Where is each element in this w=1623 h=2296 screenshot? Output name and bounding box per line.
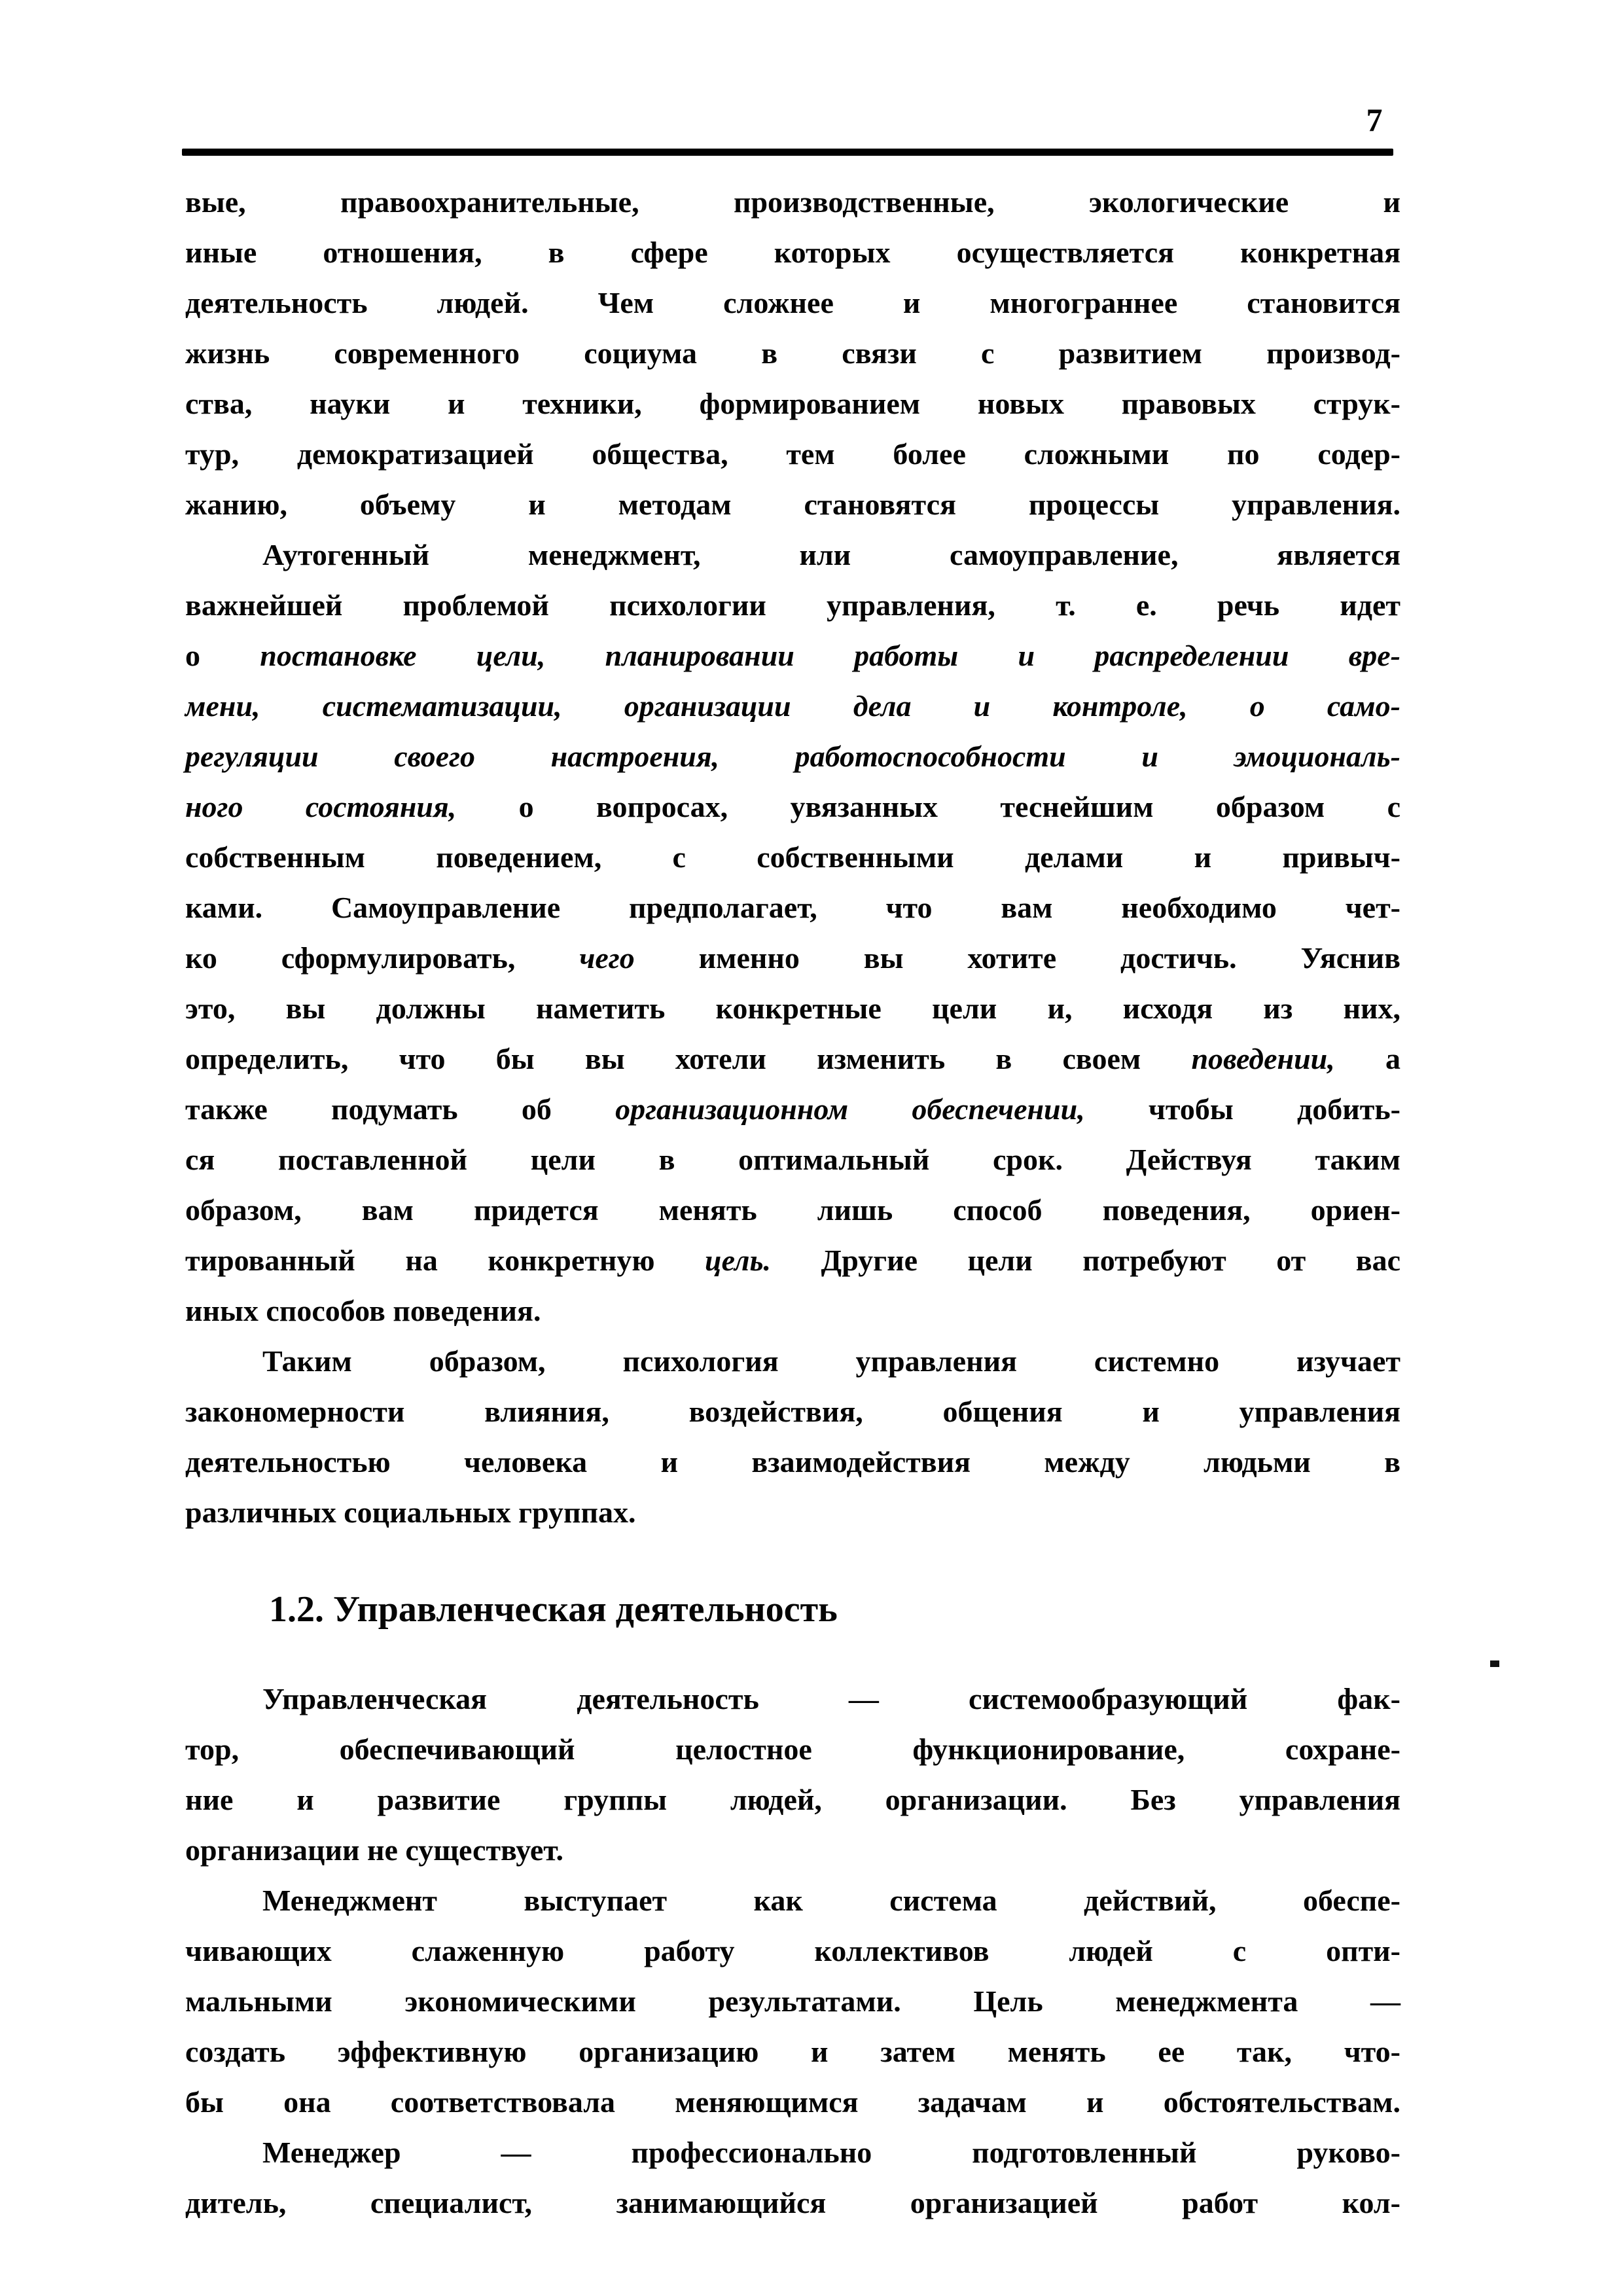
text-segment: тированный на конкретную bbox=[185, 1244, 705, 1277]
text-segment: именно вы хотите достичь. Уяснив bbox=[634, 941, 1400, 975]
text-line bbox=[185, 1134, 1400, 1185]
text-line bbox=[185, 1084, 1400, 1134]
page-number: 7 bbox=[1366, 101, 1383, 138]
text-segment: это, вы должны наметить конкретные цели и, исходя из них, bbox=[185, 992, 1400, 1025]
text-segment: жизнь современного социума в связи с развитием производ- bbox=[185, 336, 1400, 370]
section-heading: 1.2. Управленческая деятельность bbox=[269, 1589, 838, 1630]
text-segment: собственным поведением, с собственными делами и привыч- bbox=[185, 840, 1400, 874]
text-segment: Другие цели потребуют от вас bbox=[771, 1244, 1401, 1277]
text-segment: вые, правоохранительные, производственные, экологические и bbox=[185, 185, 1400, 219]
text-segment: чтобы добить- bbox=[1084, 1092, 1400, 1126]
text-segment: ся поставленной цели в оптимальный срок. Действуя таким bbox=[185, 1143, 1400, 1176]
text-line bbox=[185, 2178, 1400, 2228]
text-segment: дитель, специалист, занимающийся организацией работ кол- bbox=[185, 2186, 1400, 2219]
text-segment: Менеджмент выступает как система действий, обеспе- bbox=[262, 1884, 1400, 1917]
scan-artifact-speck bbox=[1490, 1660, 1499, 1667]
text-line bbox=[185, 1724, 1400, 1774]
text-segment: мальными экономическими результатами. Цель менеджмента — bbox=[185, 1984, 1400, 2018]
text-segment: деятельность людей. Чем сложнее и многограннее становится bbox=[185, 286, 1400, 319]
text-segment: тор, обеспечивающий целостное функционирование, сохране- bbox=[185, 1732, 1400, 1766]
text-line bbox=[185, 429, 1400, 479]
text-segment: о bbox=[185, 639, 260, 672]
text-segment: ства, науки и техники, формированием новых правовых струк- bbox=[185, 387, 1400, 420]
text-line bbox=[185, 1285, 1400, 1336]
text-line bbox=[185, 278, 1400, 328]
text-line bbox=[185, 1976, 1400, 2026]
text-segment: тур, демократизацией общества, тем более сложными по содер- bbox=[185, 437, 1400, 471]
text-line bbox=[185, 1926, 1400, 1976]
text-segment: деятельностью человека и взаимодействия между людьми в bbox=[185, 1445, 1400, 1479]
text-line bbox=[185, 1825, 1400, 1875]
text-line bbox=[185, 731, 1400, 781]
text-line bbox=[185, 529, 1400, 580]
text-segment: ками. Самоуправление предполагает, что вам необходимо чет- bbox=[185, 891, 1400, 924]
text-line bbox=[185, 630, 1400, 681]
text-line bbox=[185, 378, 1400, 429]
text-line bbox=[185, 933, 1400, 983]
text-line bbox=[185, 882, 1400, 933]
italic-text-segment: ного состояния, bbox=[185, 790, 457, 823]
text-line bbox=[185, 681, 1400, 731]
text-segment: о вопросах, увязанных теснейшим образом с bbox=[456, 790, 1400, 823]
text-segment: закономерности влияния, воздействия, общения и управления bbox=[185, 1395, 1400, 1428]
text-segment: Таким образом, психология управления системно изучает bbox=[262, 1344, 1400, 1378]
text-block bbox=[185, 177, 1400, 2228]
text-line bbox=[185, 177, 1400, 227]
text-segment: Аутогенный менеджмент, или самоуправление, является bbox=[262, 538, 1400, 571]
italic-text-segment: чего bbox=[579, 941, 635, 975]
text-segment: иных способов поведения. bbox=[185, 1294, 541, 1327]
text-line bbox=[185, 781, 1400, 832]
text-segment: Менеджер — профессионально подготовленный руково- bbox=[262, 2136, 1400, 2169]
text-segment: различных социальных группах. bbox=[185, 1496, 636, 1529]
text-line bbox=[185, 580, 1400, 630]
italic-text-segment: цель. bbox=[705, 1244, 772, 1277]
text-line bbox=[185, 2077, 1400, 2127]
text-segment: а bbox=[1334, 1042, 1400, 1075]
text-line bbox=[185, 328, 1400, 378]
text-segment: иные отношения, в сфере которых осуществляется конкретная bbox=[185, 236, 1400, 269]
text-line bbox=[185, 1235, 1400, 1285]
text-line bbox=[185, 2127, 1400, 2178]
text-line bbox=[185, 2026, 1400, 2077]
italic-text-segment: поведении, bbox=[1191, 1042, 1335, 1075]
italic-text-segment: организационном обеспечении, bbox=[615, 1092, 1085, 1126]
text-segment: жанию, объему и методам становятся процессы управления. bbox=[185, 488, 1400, 521]
italic-text-segment: постановке цели, планировании работы и распределении вре- bbox=[260, 639, 1400, 672]
italic-text-segment: регуляции своего настроения, работоспособности и эмоциональ- bbox=[185, 740, 1400, 773]
text-segment: организации не существует. bbox=[185, 1833, 563, 1867]
text-line bbox=[185, 479, 1400, 529]
text-line bbox=[185, 1674, 1400, 1724]
text-segment: бы она соответствовала меняющимся задачам и обстоятельствам. bbox=[185, 2085, 1400, 2119]
text-line bbox=[185, 832, 1400, 882]
text-segment: создать эффективную организацию и затем менять ее так, что- bbox=[185, 2035, 1400, 2068]
text-line bbox=[185, 1386, 1400, 1437]
text-line bbox=[185, 1033, 1400, 1084]
text-line bbox=[185, 1185, 1400, 1235]
text-segment: определить, что бы вы хотели изменить в своем bbox=[185, 1042, 1192, 1075]
text-segment: также подумать об bbox=[185, 1092, 616, 1126]
text-line bbox=[185, 227, 1400, 278]
text-line bbox=[185, 983, 1400, 1033]
italic-text-segment: мени, систематизации, организации дела и контроле, о само- bbox=[185, 689, 1400, 723]
text-line bbox=[185, 1875, 1400, 1926]
text-segment: важнейшей проблемой психологии управления, т. е. речь идет bbox=[185, 588, 1400, 622]
text-line bbox=[185, 1774, 1400, 1825]
text-line bbox=[185, 1437, 1400, 1487]
text-line bbox=[185, 1336, 1400, 1386]
text-segment: чивающих слаженную работу коллективов людей с опти- bbox=[185, 1934, 1400, 1967]
text-line bbox=[185, 1487, 1400, 1537]
text-segment: Управленческая деятельность — системообразующий фак- bbox=[262, 1682, 1400, 1715]
text-segment: образом, вам придется менять лишь способ поведения, ориен- bbox=[185, 1193, 1400, 1227]
header-rule bbox=[182, 149, 1393, 156]
text-segment: ние и развитие группы людей, организации. Без управления bbox=[185, 1783, 1400, 1816]
text-segment: ко сформулировать, bbox=[185, 941, 580, 975]
